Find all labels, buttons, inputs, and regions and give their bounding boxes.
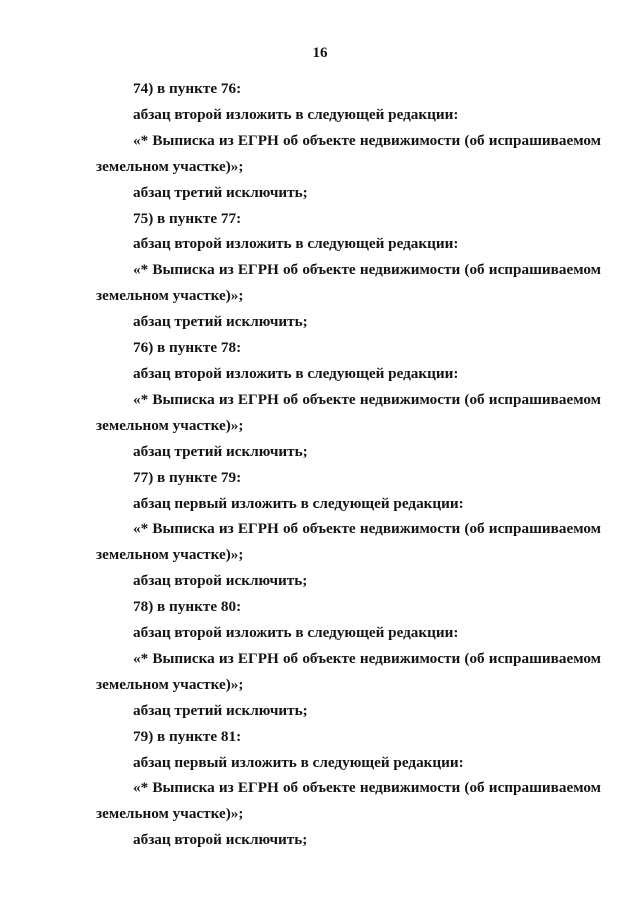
instruction-line: абзац третий исключить;	[133, 183, 308, 201]
quote-line: «* Выписка из ЕГРН об объекте недвижимости (об испрашиваемом	[133, 261, 601, 279]
quote-continuation: земельном участке)»;	[96, 675, 244, 693]
item-heading: 77) в пункте 79:	[133, 468, 242, 486]
quote-line: «* Выписка из ЕГРН об объекте недвижимости (об испрашиваемом	[133, 779, 601, 797]
instruction-line: абзац третий исключить;	[133, 313, 308, 331]
quote-continuation: земельном участке)»;	[96, 546, 244, 564]
item-heading: 76) в пункте 78:	[133, 339, 242, 357]
item-heading: 74) в пункте 76:	[133, 80, 242, 97]
quote-line: «* Выписка из ЕГРН об объекте недвижимости (об испрашиваемом	[133, 390, 601, 408]
instruction-line: абзац второй изложить в следующей редакции:	[133, 364, 459, 382]
instruction-line: абзац второй изложить в следующей редакции:	[133, 624, 459, 642]
item-heading: 78) в пункте 80:	[133, 598, 242, 616]
instruction-line: абзац второй изложить в следующей редакции:	[133, 235, 459, 253]
quote-continuation: земельном участке)»;	[96, 287, 244, 305]
quote-continuation: земельном участке)»;	[96, 805, 244, 823]
page-number: 16	[312, 45, 328, 61]
instruction-line: абзац третий исключить;	[133, 442, 308, 460]
instruction-line: абзац первый изложить в следующей редакции:	[133, 753, 464, 771]
quote-line: «* Выписка из ЕГРН об объекте недвижимости (об испрашиваемом	[133, 131, 601, 149]
quote-line: «* Выписка из ЕГРН об объекте недвижимости (об испрашиваемом	[133, 520, 601, 538]
instruction-line: абзац первый изложить в следующей редакции:	[133, 494, 464, 512]
quote-line: «* Выписка из ЕГРН об объекте недвижимости (об испрашиваемом	[133, 649, 601, 667]
quote-continuation: земельном участке)»;	[96, 416, 244, 434]
quote-continuation: земельном участке)»;	[96, 157, 244, 175]
item-heading: 79) в пункте 81:	[133, 727, 242, 745]
instruction-line: абзац второй изложить в следующей редакции:	[133, 105, 459, 123]
instruction-line: абзац третий исключить;	[133, 701, 308, 719]
item-heading: 75) в пункте 77:	[133, 209, 242, 227]
instruction-line: абзац второй исключить;	[133, 572, 308, 590]
instruction-line: абзац второй исключить;	[133, 831, 308, 849]
document-body	[96, 76, 601, 853]
